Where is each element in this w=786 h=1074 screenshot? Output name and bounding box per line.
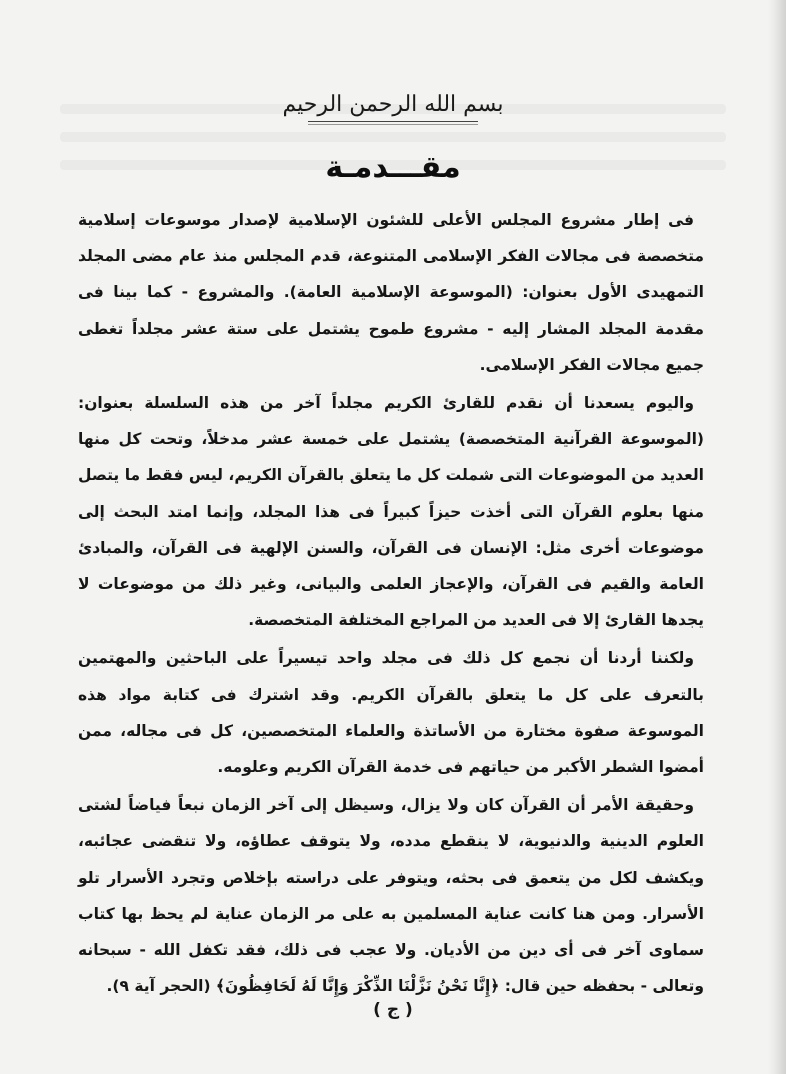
paragraph: واليوم يسعدنا أن نقدم للقارئ الكريم مجلداً آخر من هذه السلسلة بعنوان: (الموسوعة القرآنية المتخصصة) يشتمل على خمسة عشر مدخلاً، وتحت كل منها العديد من الموضوعات التى شملت كل ما يتعلق بالقرآن الكريم، ليس فقط ما يتصل منها بعلوم القرآن التى أخذت حيزاً كبيراً فى هذا المجلد، وإنما امتد البحث إلى موضوعات أخرى مثل: الإنسان فى القرآن، والسنن الإلهية فى القرآن، والمبادئ العامة والقيم فى القرآن، والإعجاز العلمى والبيانى، وغير ذلك من موضوعات لا يجدها القارئ إلا فى العديد من المراجع المختلفة المتخصصة. [78,394,704,630]
body-text [78,202,704,1006]
basmala: بسم الله الرحمن الرحيم [0,92,786,125]
bleed-through-line [60,132,726,142]
paragraph: فى إطار مشروع المجلس الأعلى للشئون الإسلامية لإصدار موسوعات إسلامية متخصصة فى مجالات الفكر الإسلامى المتنوعة، قدم المجلس منذ عام مضى المجلد التمهيدى الأول بعنوان: (الموسوعة الإسلامية العامة). والمشروع - كما بينا فى مقدمة المجلد المشار إليه - مشروع طموح يشتمل على ستة عشر مجلداً تغطى جميع مجالات الفكر الإسلامى. [78,211,704,374]
page-number: ( ج ) [373,1000,413,1020]
paragraph: وحقيقة الأمر أن القرآن كان ولا يزال، وسيظل إلى آخر الزمان نبعاً فياضاً لشتى العلوم الدينية والدنيوية، لا ينقطع مدده، ولا يتوقف عطاؤه، ولا تنقضى عجائبه، ويكشف لكل من يتعمق فى بحثه، ويتوفر على دراسته بإخلاص وتجرد الأسرار تلو الأسرار. ومن هنا كانت عناية المسلمين به على مر الزمان عناية لم يحظ بها كتاب سماوى آخر فى أى دين من الأديان. ولا عجب فى ذلك، فقد تكفل الله - سبحانه وتعالى - بحفظه حين قال: ﴿إِنَّا نَحْنُ نَزَّلْنَا الذِّكْرَ وَإِنَّا لَهُ لَحَافِظُونَ﴾ (الحجر آية ٩). [78,796,704,996]
page-title: مقـــدمـة [325,150,461,185]
paragraph: ولكننا أردنا أن نجمع كل ذلك فى مجلد واحد تيسيراً على الباحثين والمهتمين بالتعرف على كل ما يتعلق بالقرآن الكريم. وقد اشترك فى كتابة مواد هذه الموسوعة صفوة مختارة من الأساتذة والعلماء المتخصصين، كل فى مجاله، ممن أمضوا الشطر الأكبر من حياتهم فى خدمة القرآن الكريم وعلومه. [78,649,704,777]
